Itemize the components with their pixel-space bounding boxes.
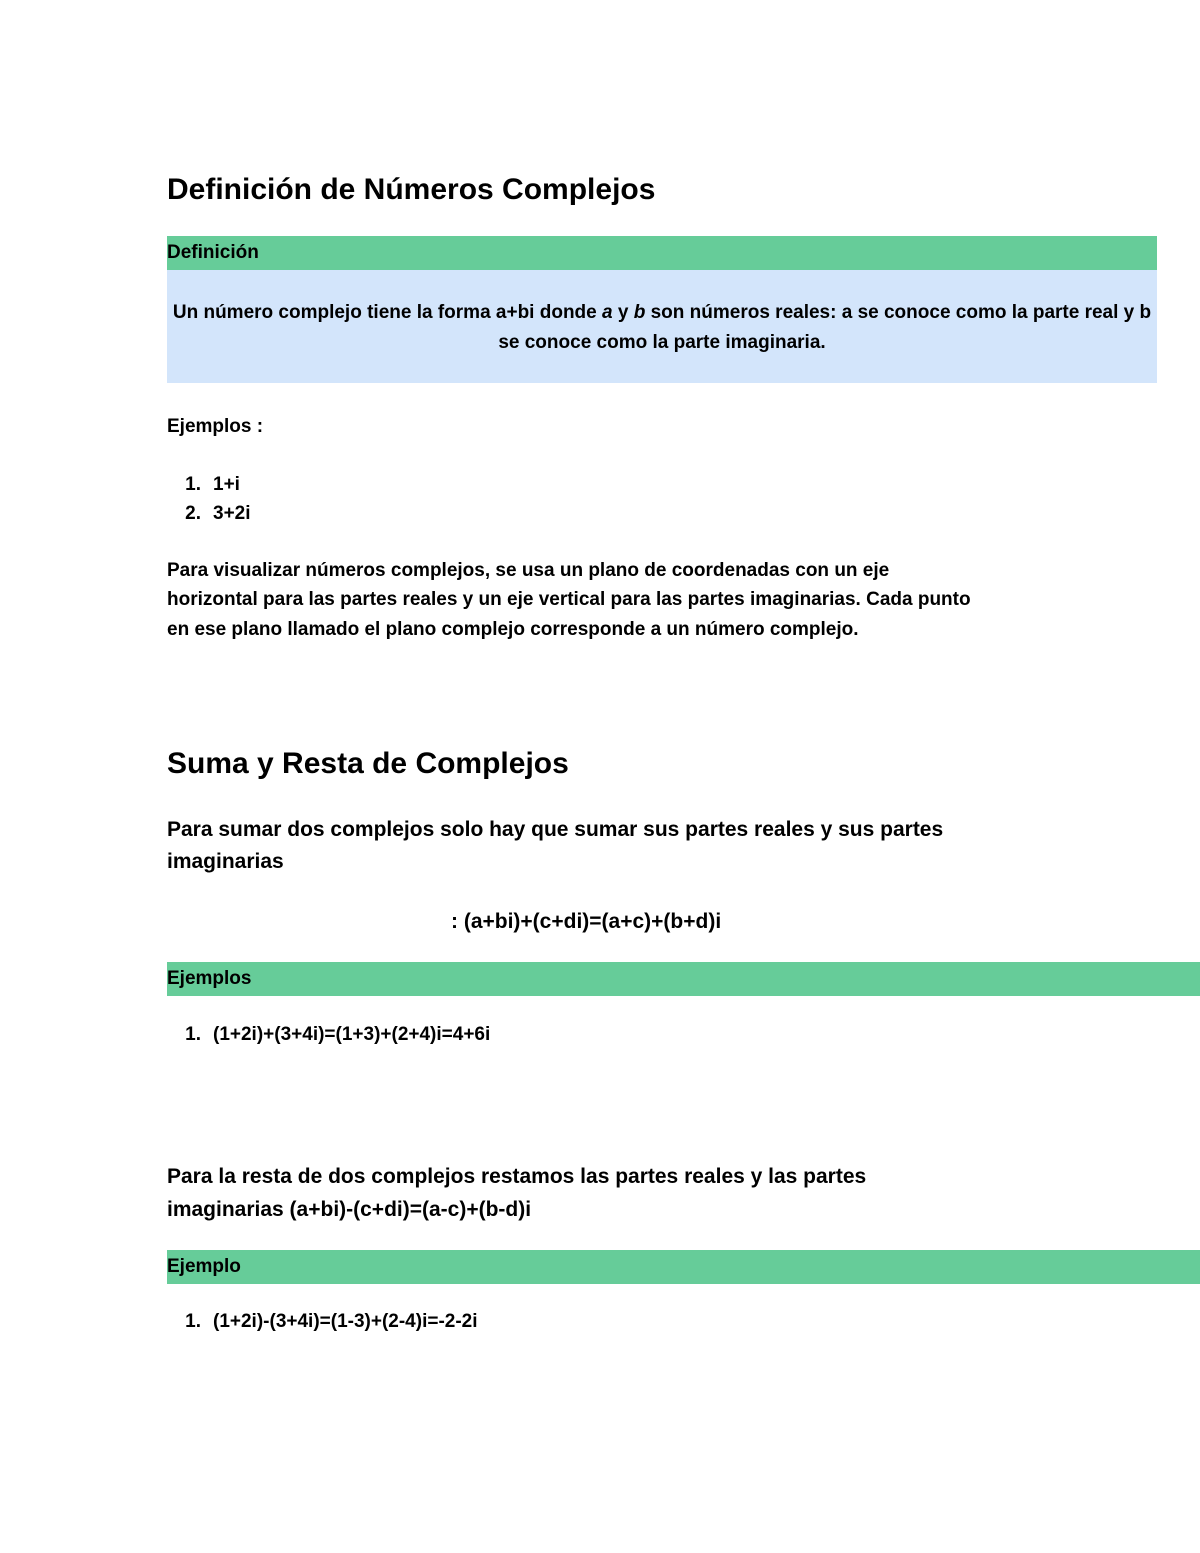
paragraph-line: en ese plano llamado el plano complejo corresponde a un número complejo. (167, 619, 859, 640)
sub-intro-line: imaginarias (a+bi)-(c+di)=(a-c)+(b-d)i (167, 1198, 532, 1221)
list-item (177, 470, 777, 500)
definition-header-label: Definición (167, 242, 259, 263)
definition-text-part2: son números reales: a se conoce como la parte real y b se conoce como la parte imaginaria. (498, 302, 1152, 353)
list-item-number: 1. (185, 1311, 201, 1332)
sub-intro-line: Para la resta de dos complejos restamos las partes reales y las partes (167, 1165, 867, 1188)
sum-examples-header-bar (167, 962, 1200, 996)
sub-example-header-bar (167, 1250, 1200, 1284)
list-item-number: 1. (185, 1024, 201, 1045)
sum-intro-line: Para sumar dos complejos solo hay que sumar sus partes reales y sus partes (167, 818, 944, 841)
section-title-definicion: Definición de Números Complejos (167, 173, 656, 206)
sum-formula: : (a+bi)+(c+di)=(a+c)+(b+d)i (451, 910, 722, 933)
definition-var-b: b (633, 302, 646, 323)
paragraph-line: Para visualizar números complejos, se usa un plano de coordenadas con un eje (167, 560, 890, 581)
definition-var-a: a (602, 302, 613, 323)
sum-examples-header-label: Ejemplos (167, 968, 252, 989)
list-item (177, 499, 777, 529)
definition-text-y: y (612, 302, 634, 323)
sum-intro-line: imaginarias (167, 850, 284, 873)
sub-example-header-label: Ejemplo (167, 1256, 241, 1277)
list-item-number: 1. (185, 474, 201, 495)
definition-text-part1: Un número complejo tiene la forma a+bi donde (172, 302, 603, 323)
list-item-value: 1+i (213, 474, 240, 495)
examples-label: Ejemplos : (167, 416, 264, 437)
list-item (177, 1307, 877, 1337)
list-item-value: (1+2i)+(3+4i)=(1+3)+(2+4)i=4+6i (213, 1024, 491, 1045)
section-title-suma-resta: Suma y Resta de Complejos (167, 747, 569, 780)
list-item (177, 1020, 877, 1050)
paragraph-line: horizontal para las partes reales y un eje vertical para las partes imaginarias. Cada punto (167, 589, 971, 610)
list-item-value: (1+2i)-(3+4i)=(1-3)+(2-4)i=-2-2i (213, 1311, 478, 1332)
list-item-value: 3+2i (213, 503, 251, 524)
definition-box (167, 270, 1157, 383)
definition-header-bar (167, 236, 1157, 270)
list-item-number: 2. (185, 503, 201, 524)
